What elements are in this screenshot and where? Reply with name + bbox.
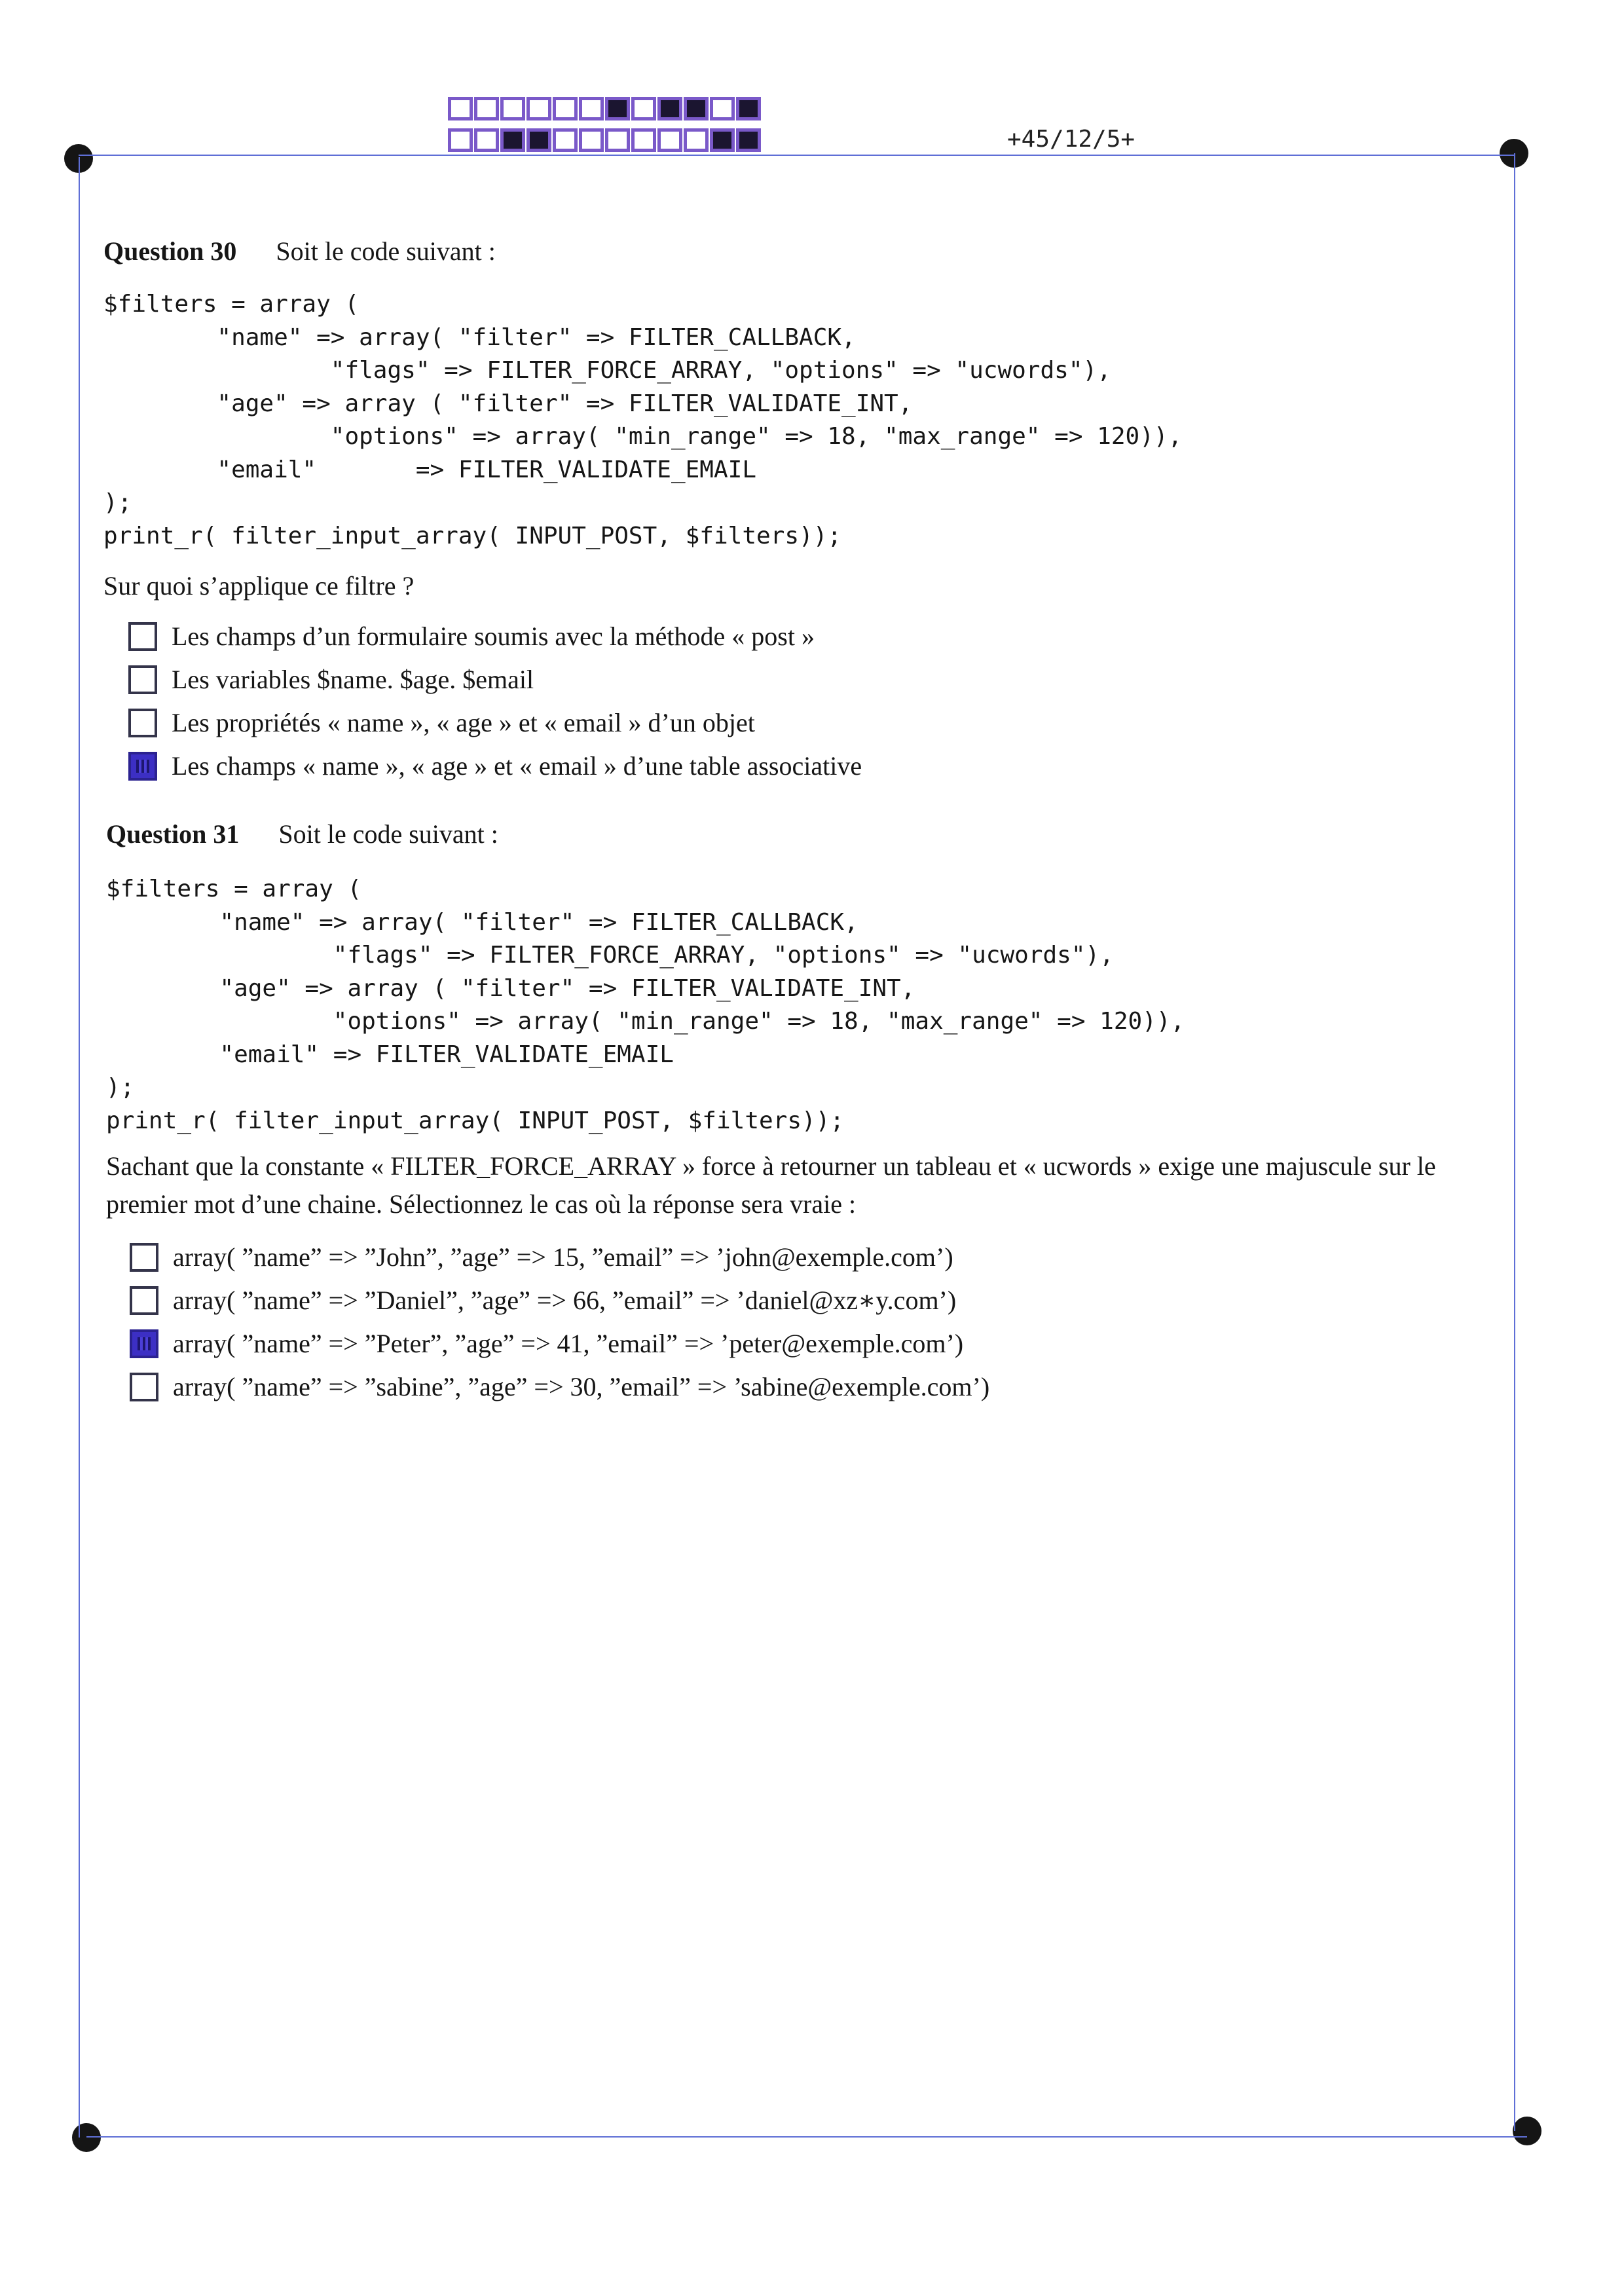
answer-checkbox[interactable] [130, 1329, 158, 1358]
barcode-cell [710, 97, 735, 120]
barcode-cell [448, 97, 473, 120]
barcode-cell [474, 97, 499, 120]
question-number: Question 30 [103, 236, 237, 266]
answer-label: array( ”name” => ”Daniel”, ”age” => 66, ”email” => ’daniel@xz∗y.com’) [173, 1286, 957, 1315]
barcode-cell [684, 128, 709, 152]
frame-left [79, 157, 80, 2138]
barcode-cell [500, 128, 525, 152]
question-intro: Soit le code suivant : [278, 819, 498, 849]
frame-top [79, 155, 1514, 156]
answer-option[interactable] [130, 1242, 953, 1272]
frame-right [1514, 153, 1515, 2131]
answer-option[interactable] [128, 664, 534, 695]
barcode-cell [631, 97, 656, 120]
barcode-cell [448, 128, 473, 152]
answer-label: Les champs d’un formulaire soumis avec la méthode « post » [172, 621, 815, 651]
answer-label: Les variables $name. $age. $email [172, 665, 534, 694]
barcode-row-2 [448, 128, 761, 152]
barcode-cell [553, 97, 578, 120]
answer-option[interactable] [130, 1371, 989, 1402]
answer-label: array( ”name” => ”John”, ”age” => 15, ”email” => ’john@exemple.com’) [173, 1242, 953, 1272]
code-block: $filters = array ( "name" => array( "filter" => FILTER_CALLBACK, "flags" => FILTER_FORCE_ARRAY, "options" => "ucwords"), "age" => array ( "filter" => FILTER_VALIDATE_INT, "options" => array( "min_range" => 18, "max_range" => 120)), "email" => FILTER_VALIDATE_EMAIL ); print_r( filter_input_array( INPUT_POST, $filters)); [106, 876, 1185, 1134]
answer-option[interactable] [128, 621, 815, 652]
barcode-cell [500, 97, 525, 120]
answer-label: array( ”name” => ”Peter”, ”age” => 41, ”email” => ’peter@exemple.com’) [173, 1329, 964, 1358]
answer-checkbox[interactable] [128, 752, 157, 781]
barcode-cell [526, 97, 551, 120]
answer-option[interactable] [130, 1285, 956, 1316]
barcode-cell [526, 128, 551, 152]
barcode-cell [710, 128, 735, 152]
barcode-cell [553, 128, 578, 152]
question-number: Question 31 [106, 819, 240, 849]
question-header [106, 819, 498, 849]
answer-label: Les champs « name », « age » et « email » d’une table associative [172, 751, 862, 781]
corner-mark-bottom-left [72, 2123, 101, 2152]
answer-checkbox[interactable] [128, 665, 157, 694]
answer-checkbox[interactable] [130, 1373, 158, 1401]
corner-mark-bottom-right [1513, 2117, 1541, 2145]
barcode-row-1 [448, 97, 761, 120]
barcode-cell [684, 97, 709, 120]
question-header [103, 236, 496, 267]
answer-checkbox[interactable] [130, 1243, 158, 1272]
frame-bottom [86, 2136, 1527, 2138]
barcode-cell [474, 128, 499, 152]
barcode-cell [605, 128, 630, 152]
barcode-cell [657, 128, 682, 152]
barcode-cell [605, 97, 630, 120]
answer-checkbox[interactable] [130, 1286, 158, 1315]
copy-id: +45/12/5+ [1007, 126, 1135, 153]
answer-label: Les propriétés « name », « age » et « email » d’un objet [172, 708, 755, 737]
code-block: $filters = array ( "name" => array( "filter" => FILTER_CALLBACK, "flags" => FILTER_FORCE_ARRAY, "options" => "ucwords"), "age" => array ( "filter" => FILTER_VALIDATE_INT, "options" => array( "min_range" => 18, "max_range" => 120)), "email" => FILTER_VALIDATE_EMAIL ); print_r( filter_input_array( INPUT_POST, $filters)); [103, 291, 1183, 549]
barcode-cell [736, 128, 761, 152]
answer-option[interactable] [128, 750, 862, 781]
barcode-cell [657, 97, 682, 120]
question-intro: Soit le code suivant : [276, 236, 496, 266]
answer-option[interactable] [130, 1328, 963, 1359]
answer-option[interactable] [128, 707, 755, 738]
answer-checkbox[interactable] [128, 709, 157, 737]
answer-label: array( ”name” => ”sabine”, ”age” => 30, ”email” => ’sabine@exemple.com’) [173, 1372, 990, 1401]
barcode-cell [631, 128, 656, 152]
answer-checkbox[interactable] [128, 622, 157, 651]
barcode-cell [579, 128, 604, 152]
question-prompt: Sachant que la constante « FILTER_FORCE_ARRAY » force à retourner un tableau et « ucwords » exige une majuscule sur le premier mot d’une chaine. Sélectionnez le cas où la réponse sera vraie : [106, 1151, 1436, 1219]
barcode-cell [736, 97, 761, 120]
question-prompt: Sur quoi s’applique ce filtre ? [103, 571, 415, 601]
barcode-cell [579, 97, 604, 120]
